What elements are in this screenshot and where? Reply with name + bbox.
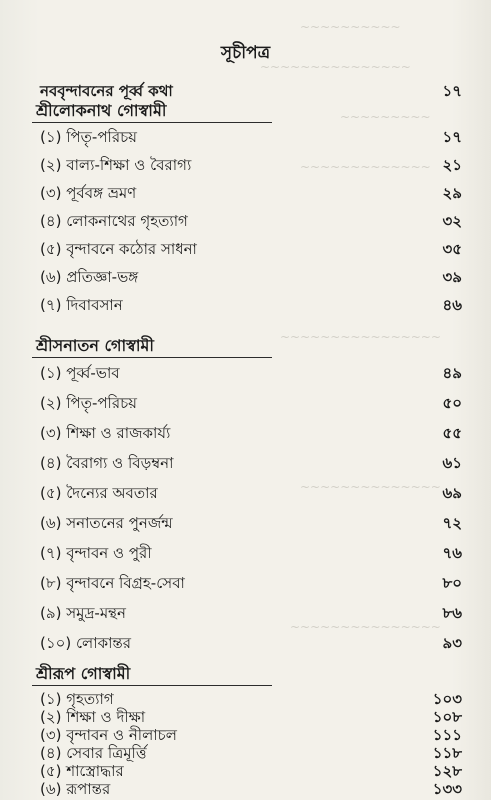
toc-entry	[40, 154, 462, 176]
toc-entry-label: (৬) সনাতনের পুনর্জন্ম	[40, 514, 173, 532]
toc-entry	[40, 210, 462, 232]
toc-entry-page: ১৩৩	[432, 780, 462, 798]
bleed-through-text: ~~~~~~~~~~~~~~~	[260, 60, 411, 74]
section-heading-lokanath: শ্রীলোকনাথ গোস্বামী	[36, 101, 167, 120]
toc-entry-label: (১) গৃহত্যাগ	[40, 690, 114, 708]
box-rule	[32, 122, 272, 123]
toc-entry-page: ৬৯	[442, 484, 462, 502]
toc-entry	[40, 266, 462, 288]
toc-entry-page: ৫৫	[442, 424, 462, 442]
bleed-through-text: ~~~~~~~~~~~~~~~	[290, 620, 441, 634]
toc-entry-label: (৩) বৃন্দাবন ও নীলাচল	[40, 726, 177, 744]
toc-entry-intro	[40, 80, 462, 102]
toc-entry-page: ২১	[442, 156, 462, 174]
bleed-through-text: ~~~~~~~~~~~~~~~~	[280, 330, 441, 344]
toc-entry-page: ১১১	[432, 726, 462, 744]
toc-entry-label: (৫) বৃন্দাবনে কঠোর সাধনা	[40, 240, 197, 258]
toc-entry-page: ১২৮	[432, 762, 462, 780]
toc-entry-label: (৮) বৃন্দাবনে বিগ্রহ-সেবা	[40, 574, 185, 592]
toc-entry-label: (৪) লোকনাথের গৃহত্যাগ	[40, 212, 188, 230]
toc-entry-label: (৩) পূর্ববঙ্গ ভ্রমণ	[40, 184, 137, 202]
toc-entry-page: ৯৩	[442, 634, 462, 652]
toc-entry-page: ৮০	[442, 574, 462, 592]
toc-entry-label: (২) শিক্ষা ও দীক্ষা	[40, 708, 146, 726]
toc-entry-page: ৪৬	[442, 296, 462, 314]
toc-entry	[40, 482, 462, 504]
toc-entry-page: ১০৮	[432, 708, 462, 726]
toc-entry-label: (৬) প্রতিজ্ঞা-ভঙ্গ	[40, 268, 139, 286]
toc-entry-label: (৯) সমুদ্র-মন্থন	[40, 604, 126, 622]
toc-entry	[40, 182, 462, 204]
toc-entry	[40, 602, 462, 624]
section-heading-sanatan: শ্রীসনাতন গোস্বামী	[36, 336, 154, 355]
box-rule	[32, 357, 272, 358]
toc-entry-label: (২) পিতৃ-পরিচয়	[40, 394, 138, 412]
toc-entry	[40, 572, 462, 594]
toc-entry-label: (৩) শিক্ষা ও রাজকার্য্য	[40, 424, 171, 442]
toc-entry-label: (১) পিতৃ-পরিচয়	[40, 128, 138, 146]
toc-entry	[40, 778, 462, 800]
toc-entry-page: ৮৬	[442, 604, 462, 622]
toc-entry	[40, 294, 462, 316]
bleed-through-text: ~~~~~~~~~~~~~~	[300, 480, 441, 494]
toc-entry-page: ১৭	[442, 82, 462, 100]
toc-entry-label: (১) পূর্ব্ব-ভাব	[40, 364, 120, 382]
toc-entry-page: ৫০	[442, 394, 462, 412]
toc-entry-label: (৪) বৈরাগ্য ও বিড়ম্বনা	[40, 454, 174, 472]
toc-entry-page: ৩২	[442, 212, 462, 230]
toc-entry-page: ৪৯	[442, 364, 462, 382]
bleed-through-text: ~~~~~~~~~~	[300, 20, 401, 34]
toc-entry	[40, 452, 462, 474]
bleed-through-text: ~~~~~~~~~~~~~	[300, 160, 431, 174]
toc-entry-page: ১৭	[442, 128, 462, 146]
toc-entry	[40, 126, 462, 148]
toc-entry-page: ১০৩	[432, 690, 462, 708]
toc-entry	[40, 512, 462, 534]
toc-entry-label: (৫) দৈন্যের অবতার	[40, 484, 158, 502]
bleed-through-text: ~~~~~~~~~	[340, 110, 431, 124]
box-rule	[32, 685, 272, 686]
toc-entry-page: ৭৬	[442, 544, 462, 562]
toc-entry	[40, 632, 462, 654]
toc-entry-page: ৩৫	[442, 240, 462, 258]
toc-entry	[40, 392, 462, 414]
toc-entry-label: (২) বাল্য-শিক্ষা ও বৈরাগ্য	[40, 156, 192, 174]
toc-entry	[40, 422, 462, 444]
toc-entry-label: (৬) রূপান্তর	[40, 780, 111, 798]
toc-entry-page: ১১৮	[432, 744, 462, 762]
toc-entry-page: ৬১	[442, 454, 462, 472]
toc-entry-label: (৫) শাস্ত্রোদ্ধার	[40, 762, 124, 780]
toc-entry-label: নববৃন্দাবনের পূর্ব্ব কথা	[40, 82, 173, 100]
toc-entry	[40, 238, 462, 260]
toc-entry-label: (৭) বৃন্দাবন ও পুরী	[40, 544, 152, 562]
section-heading-rup: শ্রীরূপ গোস্বামী	[36, 664, 131, 683]
toc-entry-page: ২৯	[442, 184, 462, 202]
toc-entry-page: ৭২	[442, 514, 462, 532]
toc-entry	[40, 542, 462, 564]
toc-entry-label: (১০) লোকান্তর	[40, 634, 132, 652]
toc-entry	[40, 362, 462, 384]
toc-entry-label: (৭) দিবাবসান	[40, 296, 123, 314]
page-title: সূচীপত্র	[220, 43, 271, 63]
toc-entry-page: ৩৯	[442, 268, 462, 286]
toc-entry-label: (৪) সেবার ত্রিমূর্ত্তি	[40, 744, 147, 762]
